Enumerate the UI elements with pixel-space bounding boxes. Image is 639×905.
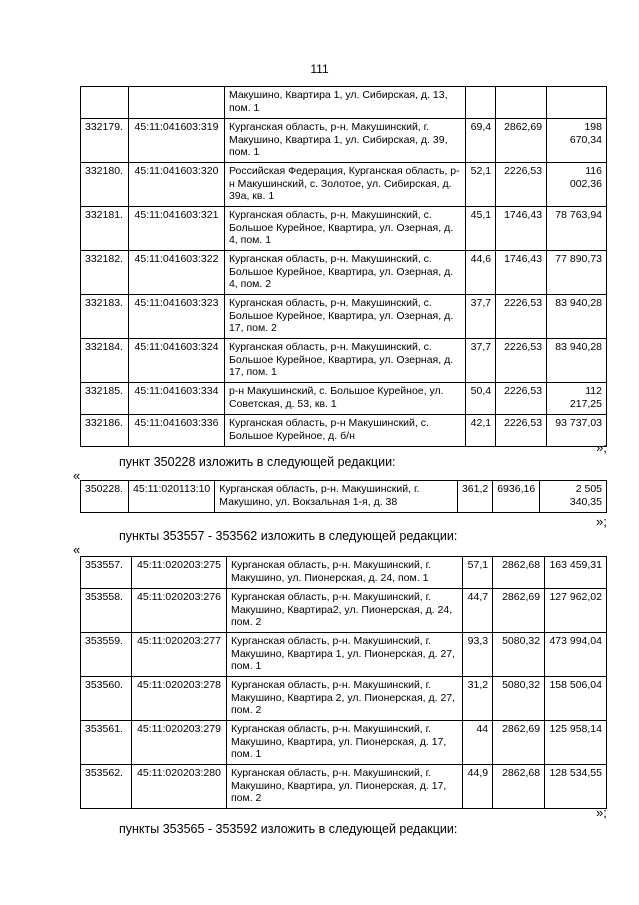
cadastral-value-cell: 128 534,55	[545, 765, 607, 809]
row-number-cell: 353561.	[81, 721, 132, 765]
table-row	[81, 339, 607, 383]
rate-cell: 5080,32	[493, 633, 545, 677]
area-cell: 44,6	[466, 251, 496, 295]
cadastral-number-cell: 45:11:041603:323	[128, 295, 224, 339]
address-cell: Курганская область, р-н. Макушинский, г. Макушино, Квартира 1, ул. Сибирская, д. 39, пом. 1	[224, 119, 465, 163]
row-number-cell: 353560.	[81, 677, 132, 721]
row-number-cell: 332185.	[81, 383, 129, 415]
opening-quote-2: «	[73, 542, 81, 557]
rate-cell: 2226,53	[496, 339, 547, 383]
table-row	[81, 589, 607, 633]
rate-cell: 5080,32	[493, 677, 545, 721]
table-row	[81, 765, 607, 809]
area-cell: 45,1	[466, 207, 496, 251]
cadastral-value-cell: 112 217,25	[547, 383, 607, 415]
area-cell: 361,2	[457, 481, 492, 513]
address-cell: р-н Макушинский, с. Большое Курейное, ул. Советская, д. 53, кв. 1	[224, 383, 465, 415]
area-cell	[466, 87, 496, 119]
table-row	[81, 557, 607, 589]
rate-cell: 2226,53	[496, 415, 547, 447]
table-row	[81, 383, 607, 415]
cadastral-number-cell	[128, 87, 224, 119]
table-row	[81, 415, 607, 447]
cadastral-value-cell: 93 737,03	[547, 415, 607, 447]
cadastral-value-cell: 158 506,04	[545, 677, 607, 721]
rate-cell: 2862,69	[496, 119, 547, 163]
cadastral-value-cell: 127 962,02	[545, 589, 607, 633]
area-cell: 44,7	[463, 589, 493, 633]
row-number-cell: 332182.	[81, 251, 129, 295]
address-cell: Курганская область, р-н. Макушинский, г. Макушино, ул. Вокзальная 1-я, д. 38	[215, 481, 458, 513]
area-cell: 52,1	[466, 163, 496, 207]
rate-cell	[496, 87, 547, 119]
cadastral-value-cell: 77 890,73	[547, 251, 607, 295]
row-number-cell: 353559.	[81, 633, 132, 677]
rate-cell: 2862,69	[493, 721, 545, 765]
row-number-cell: 332181.	[81, 207, 129, 251]
page-number: 111	[310, 62, 329, 76]
address-cell: Макушино, Квартира 1, ул. Сибирская, д. 13, пом. 1	[224, 87, 465, 119]
table-1	[80, 86, 607, 447]
closing-quote-3: »;	[596, 805, 607, 820]
cadastral-number-cell: 45:11:020203:278	[131, 677, 226, 721]
address-cell: Курганская область, р-н. Макушинский, с. Большое Курейное, Квартира, ул. Озерная, д. 17, пом. 2	[224, 295, 465, 339]
area-cell: 44	[463, 721, 493, 765]
closing-quote-2: »;	[596, 514, 607, 529]
table-row	[81, 207, 607, 251]
cadastral-number-cell: 45:11:041603:322	[128, 251, 224, 295]
opening-quote-1: «	[73, 468, 81, 483]
cadastral-value-cell: 163 459,31	[545, 557, 607, 589]
cadastral-value-cell: 473 994,04	[545, 633, 607, 677]
rate-cell: 2226,53	[496, 163, 547, 207]
rate-cell: 1746,43	[496, 207, 547, 251]
cadastral-value-cell: 116 002,36	[547, 163, 607, 207]
row-number-cell: 350228.	[81, 481, 129, 513]
address-cell: Курганская область, р-н. Макушинский, с. Большое Курейное, Квартира, ул. Озерная, д. 4, пом. 2	[224, 251, 465, 295]
table-3	[80, 556, 607, 809]
instruction-2: пункты 353557 - 353562 изложить в следующей редакции:	[119, 529, 458, 543]
cadastral-value-cell: 78 763,94	[547, 207, 607, 251]
address-cell: Курганская область, р-н. Макушинский, г. Макушино, Квартира2, ул. Пионерская, д. 24, пом. 2	[226, 589, 462, 633]
cadastral-number-cell: 45:11:020203:275	[131, 557, 226, 589]
table-row	[81, 163, 607, 207]
row-number-cell: 332180.	[81, 163, 129, 207]
address-cell: Курганская область, р-н Макушинский, с. Большое Курейное, д. б/н	[224, 415, 465, 447]
table-row	[81, 633, 607, 677]
area-cell: 31,2	[463, 677, 493, 721]
cadastral-value-cell: 198 670,34	[547, 119, 607, 163]
rate-cell: 1746,43	[496, 251, 547, 295]
cadastral-value-cell: 83 940,28	[547, 339, 607, 383]
row-number-cell: 353558.	[81, 589, 132, 633]
cadastral-number-cell: 45:11:041603:319	[128, 119, 224, 163]
table-row	[81, 721, 607, 765]
area-cell: 50,4	[466, 383, 496, 415]
rate-cell: 2862,68	[493, 765, 545, 809]
address-cell: Курганская область, р-н. Макушинский, с. Большое Курейное, Квартира, ул. Озерная, д. 4, пом. 1	[224, 207, 465, 251]
address-cell: Курганская область, р-н. Макушинский, г. Макушино, Квартира 2, ул. Пионерская, д. 27, пом. 2	[226, 677, 462, 721]
rate-cell: 2862,68	[493, 557, 545, 589]
table-row	[81, 87, 607, 119]
cadastral-number-cell: 45:11:041603:324	[128, 339, 224, 383]
table-2	[80, 480, 607, 513]
cadastral-value-cell: 125 958,14	[545, 721, 607, 765]
address-cell: Курганская область, р-н. Макушинский, г. Макушино, Квартира, ул. Пионерская, д. 17, пом. 2	[226, 765, 462, 809]
row-number-cell: 353562.	[81, 765, 132, 809]
address-cell: Курганская область, р-н. Макушинский, г. Макушино, ул. Пионерская, д. 24, пом. 1	[226, 557, 462, 589]
address-cell: Российская Федерация, Курганская область, р-н Макушинский, с. Золотое, ул. Сибирская, д. 39а, кв. 1	[224, 163, 465, 207]
area-cell: 37,7	[466, 295, 496, 339]
table-row	[81, 119, 607, 163]
cadastral-number-cell: 45:11:020203:279	[131, 721, 226, 765]
table-row	[81, 677, 607, 721]
area-cell: 57,1	[463, 557, 493, 589]
area-cell: 42,1	[466, 415, 496, 447]
cadastral-number-cell: 45:11:020203:277	[131, 633, 226, 677]
closing-quote-1: »;	[596, 440, 607, 455]
row-number-cell: 332183.	[81, 295, 129, 339]
row-number-cell: 332179.	[81, 119, 129, 163]
cadastral-number-cell: 45:11:041603:321	[128, 207, 224, 251]
rate-cell: 2226,53	[496, 295, 547, 339]
table-row	[81, 295, 607, 339]
cadastral-number-cell: 45:11:041603:334	[128, 383, 224, 415]
cadastral-value-cell: 83 940,28	[547, 295, 607, 339]
instruction-1: пункт 350228 изложить в следующей редакции:	[119, 455, 396, 469]
address-cell: Курганская область, р-н. Макушинский, г. Макушино, Квартира 1, ул. Пионерская, д. 27, пом. 1	[226, 633, 462, 677]
cadastral-value-cell: 2 505 340,35	[540, 481, 607, 513]
cadastral-number-cell: 45:11:020203:276	[131, 589, 226, 633]
area-cell: 69,4	[466, 119, 496, 163]
row-number-cell: 332184.	[81, 339, 129, 383]
address-cell: Курганская область, р-н. Макушинский, г. Макушино, Квартира, ул. Пионерская, д. 17, пом. 1	[226, 721, 462, 765]
table-row	[81, 251, 607, 295]
instruction-3: пункты 353565 - 353592 изложить в следующей редакции:	[119, 822, 458, 836]
cadastral-number-cell: 45:11:020203:280	[131, 765, 226, 809]
cadastral-value-cell	[547, 87, 607, 119]
cadastral-number-cell: 45:11:020113:10	[128, 481, 214, 513]
row-number-cell: 332186.	[81, 415, 129, 447]
row-number-cell	[81, 87, 129, 119]
area-cell: 37,7	[466, 339, 496, 383]
cadastral-number-cell: 45:11:041603:336	[128, 415, 224, 447]
address-cell: Курганская область, р-н. Макушинский, с. Большое Курейное, Квартира, ул. Озерная, д. 17, пом. 1	[224, 339, 465, 383]
rate-cell: 2862,69	[493, 589, 545, 633]
row-number-cell: 353557.	[81, 557, 132, 589]
rate-cell: 2226,53	[496, 383, 547, 415]
area-cell: 44,9	[463, 765, 493, 809]
area-cell: 93,3	[463, 633, 493, 677]
rate-cell: 6936,16	[493, 481, 540, 513]
table-row	[81, 481, 607, 513]
cadastral-number-cell: 45:11:041603:320	[128, 163, 224, 207]
